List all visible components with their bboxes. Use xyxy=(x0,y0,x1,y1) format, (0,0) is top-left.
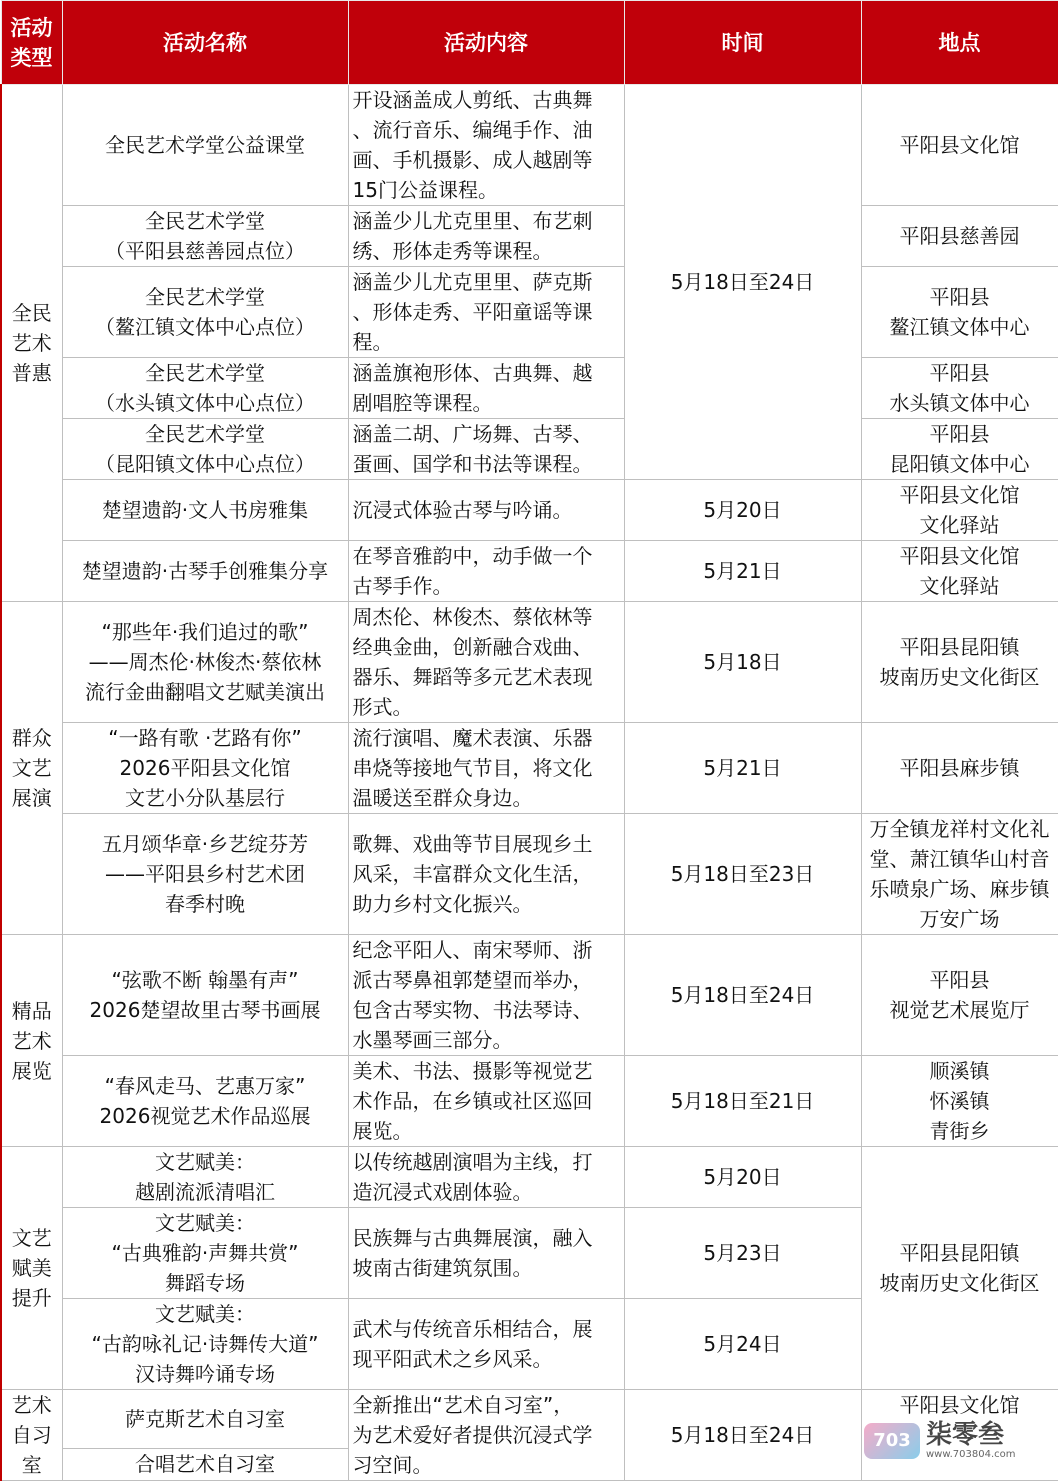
table-row xyxy=(1,419,1058,480)
activity-time: 5月18日至24日 xyxy=(624,935,861,1056)
activity-place: 平阳县 水头镇文体中心 xyxy=(861,358,1058,419)
activity-content: 民族舞与古典舞展演，融入 坡南古街建筑氛围。 xyxy=(348,1208,624,1299)
table-row xyxy=(1,814,1058,935)
activity-place: 平阳县麻步镇 xyxy=(861,723,1058,814)
activity-content: 周杰伦、林俊杰、蔡依林等 经典金曲，创新融合戏曲、 器乐、舞蹈等多元艺术表现 形式。 xyxy=(348,602,624,723)
table-row xyxy=(1,206,1058,267)
watermark-name: 柒零叁 xyxy=(926,1420,1005,1450)
activity-place: 顺溪镇 怀溪镇 青街乡 xyxy=(861,1056,1058,1147)
category-cell: 艺术 自习 室 xyxy=(1,1390,62,1481)
activity-content: 涵盖旗袍形体、古典舞、越 剧唱腔等课程。 xyxy=(348,358,624,419)
table-row xyxy=(1,602,1058,723)
activity-place: 平阳县 昆阳镇文体中心 xyxy=(861,419,1058,480)
activity-name: 全民艺术学堂 （平阳县慈善园点位） xyxy=(62,206,348,267)
header-name: 活动名称 xyxy=(62,1,348,85)
activity-time: 5月21日 xyxy=(624,723,861,814)
activity-time: 5月20日 xyxy=(624,1147,861,1208)
activity-name: “春风走马、艺惠万家” 2026视觉艺术作品巡展 xyxy=(62,1056,348,1147)
activity-content: 以传统越剧演唱为主线，打 造沉浸式戏剧体验。 xyxy=(348,1147,624,1208)
activity-time: 5月18日至24日 xyxy=(624,1390,861,1481)
activity-name: 全民艺术学堂 （昆阳镇文体中心点位） xyxy=(62,419,348,480)
activity-time: 5月21日 xyxy=(624,541,861,602)
activity-name: 合唱艺术自习室 xyxy=(62,1448,348,1480)
activity-content: 美术、书法、摄影等视觉艺 术作品，在乡镇或社区巡回 展览。 xyxy=(348,1056,624,1147)
activity-time: 5月18日 xyxy=(624,602,861,723)
activity-name: 五月颂华章·乡艺绽芬芳 ——平阳县乡村艺术团 春季村晚 xyxy=(62,814,348,935)
table-row xyxy=(1,1147,1058,1208)
activity-content: 全新推出“艺术自习室”， 为艺术爱好者提供沉浸式学 习空间。 xyxy=(348,1390,624,1481)
activity-name: “那些年·我们追过的歌” ——周杰伦·林俊杰·蔡依林 流行金曲翻唱文艺赋美演出 xyxy=(62,602,348,723)
activity-place: 万全镇龙祥村文化礼 堂、萧江镇华山村音 乐喷泉广场、麻步镇 万安广场 xyxy=(861,814,1058,935)
site-watermark xyxy=(864,1418,1056,1464)
table-row xyxy=(1,85,1058,206)
category-cell: 全民 艺术 普惠 xyxy=(1,85,62,602)
activity-name: 楚望遗韵·文人书房雅集 xyxy=(62,480,348,541)
category-cell: 文艺 赋美 提升 xyxy=(1,1147,62,1390)
activity-content: 涵盖二胡、广场舞、古琴、 蛋画、国学和书法等课程。 xyxy=(348,419,624,480)
activity-place: 平阳县文化馆 xyxy=(861,1390,1058,1481)
activity-time: 5月24日 xyxy=(624,1299,861,1390)
activity-time: 5月18日至21日 xyxy=(624,1056,861,1147)
category-cell: 群众 文艺 展演 xyxy=(1,602,62,935)
header-content: 活动内容 xyxy=(348,1,624,85)
activity-place: 平阳县文化馆 xyxy=(861,85,1058,206)
activity-content: 开设涵盖成人剪纸、古典舞 、流行音乐、编绳手作、油 画、手机摄影、成人越剧等 15门公益课程。 xyxy=(348,85,624,206)
activity-content: 流行演唱、魔术表演、乐器 串烧等接地气节目，将文化 温暖送至群众身边。 xyxy=(348,723,624,814)
table-row xyxy=(1,480,1058,541)
activity-time: 5月23日 xyxy=(624,1208,861,1299)
activity-place: 平阳县慈善园 xyxy=(861,206,1058,267)
activity-name: 全民艺术学堂 （水头镇文体中心点位） xyxy=(62,358,348,419)
activity-name: 文艺赋美： 越剧流派清唱汇 xyxy=(62,1147,348,1208)
table-row xyxy=(1,541,1058,602)
activity-content: 武术与传统音乐相结合，展 现平阳武术之乡风采。 xyxy=(348,1299,624,1390)
watermark-text xyxy=(926,1422,1016,1460)
activity-time: 5月18日至23日 xyxy=(624,814,861,935)
table-row xyxy=(1,1056,1058,1147)
activity-name: “一路有歌 ·艺路有你” 2026平阳县文化馆 文艺小分队基层行 xyxy=(62,723,348,814)
watermark-url: www.703804.com xyxy=(926,1449,1016,1460)
activity-name: 文艺赋美： “古韵咏礼记·诗舞传大道” 汉诗舞吟诵专场 xyxy=(62,1299,348,1390)
activity-place: 平阳县 视觉艺术展览厅 xyxy=(861,935,1058,1056)
header-row xyxy=(1,1,1058,85)
activity-content: 在琴音雅韵中，动手做一个 古琴手作。 xyxy=(348,541,624,602)
activity-place: 平阳县昆阳镇 坡南历史文化街区 xyxy=(861,1147,1058,1390)
activity-name: 文艺赋美： “古典雅韵·声舞共赏” 舞蹈专场 xyxy=(62,1208,348,1299)
header-type: 活动 类型 xyxy=(1,1,62,85)
table-row xyxy=(1,935,1058,1056)
activity-place: 平阳县 鳌江镇文体中心 xyxy=(861,267,1058,358)
activity-time: 5月18日至24日 xyxy=(624,85,861,480)
activity-name: “弦歌不断 翰墨有声” 2026楚望故里古琴书画展 xyxy=(62,935,348,1056)
category-cell: 精品 艺术 展览 xyxy=(1,935,62,1147)
table-row xyxy=(1,723,1058,814)
header-time: 时间 xyxy=(624,1,861,85)
activity-name: 楚望遗韵·古琴手创雅集分享 xyxy=(62,541,348,602)
activity-name: 全民艺术学堂公益课堂 xyxy=(62,85,348,206)
activity-place: 平阳县文化馆 文化驿站 xyxy=(861,541,1058,602)
activity-content: 歌舞、戏曲等节目展现乡土 风采，丰富群众文化生活， 助力乡村文化振兴。 xyxy=(348,814,624,935)
activity-place: 平阳县昆阳镇 坡南历史文化街区 xyxy=(861,602,1058,723)
activity-name: 全民艺术学堂 （鳌江镇文体中心点位） xyxy=(62,267,348,358)
table-row xyxy=(1,267,1058,358)
activity-place: 平阳县文化馆 文化驿站 xyxy=(861,480,1058,541)
activity-content: 沉浸式体验古琴与吟诵。 xyxy=(348,480,624,541)
activity-content: 纪念平阳人、南宋琴师、浙 派古琴鼻祖郭楚望而举办， 包含古琴实物、书法琴诗、 水墨琴画三部分。 xyxy=(348,935,624,1056)
activity-time: 5月20日 xyxy=(624,480,861,541)
activity-name: 萨克斯艺术自习室 xyxy=(62,1390,348,1449)
table-row xyxy=(1,358,1058,419)
activity-content: 涵盖少儿尤克里里、萨克斯 、形体走秀、平阳童谣等课 程。 xyxy=(348,267,624,358)
watermark-logo: 703 xyxy=(864,1423,920,1459)
header-place: 地点 xyxy=(861,1,1058,85)
activity-content: 涵盖少儿尤克里里、布艺刺 绣、形体走秀等课程。 xyxy=(348,206,624,267)
